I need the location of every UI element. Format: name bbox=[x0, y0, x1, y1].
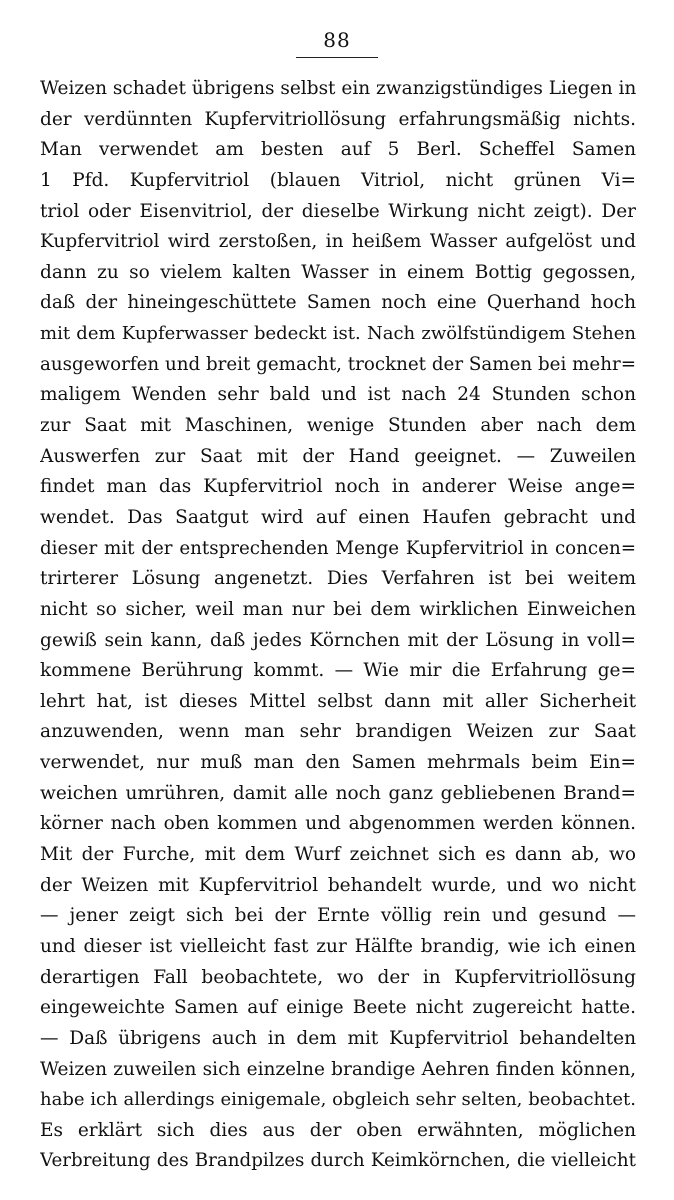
header-rule bbox=[296, 57, 378, 58]
text-line: ausgeworfen und breit gemacht, trocknet der Samen bei mehr= bbox=[40, 353, 636, 375]
body-text bbox=[40, 74, 636, 1177]
text-line: mit dem Kupferwasser bedeckt ist. Nach zwölfstündigem Stehen bbox=[40, 323, 636, 345]
text-line: Kupfervitriol wird zerstoßen, in heißem Wasser aufgelöst und bbox=[40, 231, 636, 253]
text-line: dann zu so vielem kalten Wasser in einem Bottig gegossen, bbox=[40, 261, 636, 283]
text-line: Verbreitung des Brandpilzes durch Keimkörnchen, die vielleicht bbox=[40, 1150, 636, 1172]
text-line: maligem Wenden sehr bald und ist nach 24 Stunden schon bbox=[40, 384, 636, 406]
text-line: Es erklärt sich dies aus der oben erwähnten, möglichen bbox=[40, 1119, 636, 1141]
text-line: Weizen zuweilen sich einzelne brandige Aehren finden können, bbox=[40, 1058, 636, 1080]
text-line: habe ich allerdings einigemale, obgleich sehr selten, beobachtet. bbox=[40, 1089, 636, 1111]
text-line: dieser mit der entsprechenden Menge Kupfervitriol in concen= bbox=[40, 537, 636, 559]
text-line: nicht so sicher, weil man nur bei dem wirklichen Einweichen bbox=[40, 598, 636, 620]
text-line: gewiß sein kann, daß jedes Körnchen mit der Lösung in voll= bbox=[40, 629, 636, 651]
text-line: lehrt hat, ist dieses Mittel selbst dann mit aller Sicherheit bbox=[40, 690, 636, 712]
text-line: und dieser ist vielleicht fast zur Hälfte brandig, wie ich einen bbox=[40, 935, 636, 957]
text-line: Man verwendet am besten auf 5 Berl. Scheffel Samen bbox=[40, 139, 636, 161]
text-line: der verdünnten Kupfervitriollösung erfahrungsmäßig nichts. bbox=[40, 108, 636, 130]
text-line: verwendet, nur muß man den Samen mehrmals beim Ein= bbox=[40, 752, 636, 774]
text-line: eingeweichte Samen auf einige Beete nicht zugereicht hatte. bbox=[40, 997, 636, 1019]
text-line: 1 Pfd. Kupfervitriol (blauen Vitriol, nicht grünen Vi= bbox=[40, 169, 636, 191]
text-line: wendet. Das Saatgut wird auf einen Haufen gebracht und bbox=[40, 506, 636, 528]
page-number: 88 bbox=[323, 28, 351, 52]
text-line: daß der hineingeschüttete Samen noch eine Querhand hoch bbox=[40, 292, 636, 314]
text-line: zur Saat mit Maschinen, wenige Stunden aber nach dem bbox=[40, 415, 636, 437]
text-line: anzuwenden, wenn man sehr brandigen Weizen zur Saat bbox=[40, 721, 636, 743]
text-line: Mit der Furche, mit dem Wurf zeichnet sich es dann ab, wo bbox=[40, 844, 636, 866]
text-line: — jener zeigt sich bei der Ernte völlig rein und gesund — bbox=[40, 905, 636, 927]
text-line: Auswerfen zur Saat mit der Hand geeignet. — Zuweilen bbox=[40, 445, 636, 467]
text-line: trirterer Lösung angenetzt. Dies Verfahren ist bei weitem bbox=[40, 568, 636, 590]
text-line: — Daß übrigens auch in dem mit Kupfervitriol behandelten bbox=[40, 1027, 636, 1049]
text-line: weichen umrühren, damit alle noch ganz gebliebenen Brand= bbox=[40, 782, 636, 804]
text-line: kommene Berührung kommt. — Wie mir die Erfahrung ge= bbox=[40, 660, 636, 682]
text-line: Weizen schadet übrigens selbst ein zwanzigstündiges Liegen in bbox=[40, 78, 636, 99]
text-line: der Weizen mit Kupfervitriol behandelt wurde, und wo nicht bbox=[40, 874, 636, 896]
text-line: triol oder Eisenvitriol, der dieselbe Wirkung nicht zeigt). Der bbox=[40, 200, 636, 222]
text-line: körner nach oben kommen und abgenommen werden können. bbox=[40, 813, 636, 835]
text-line: findet man das Kupfervitriol noch in anderer Weise ange= bbox=[40, 476, 636, 498]
text-line: derartigen Fall beobachtete, wo der in Kupfervitriollösung bbox=[40, 966, 636, 988]
